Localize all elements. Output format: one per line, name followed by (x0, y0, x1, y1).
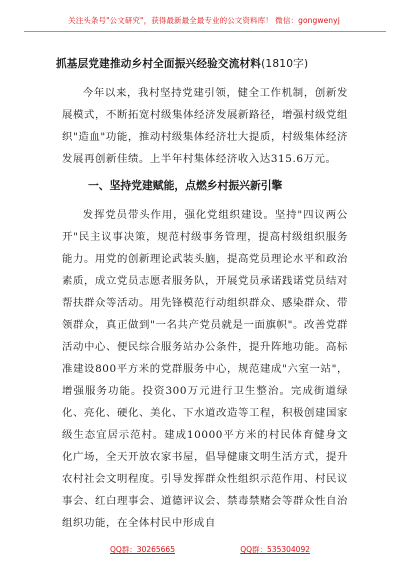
document-title-text: 抓基层党建推动乡村全面振兴经验交流材料 (56, 58, 262, 70)
section-body-paragraph: 发挥党员带头作用，强化党组织建设。坚持"四议两公开"民主议事决策，规范村级事务管理，提高村级组织服务能力。用党的创新理论武装头脑，提高党员理论水平和政治素质，成立党员志愿者服务队，开展党员承诺践诺党员结对帮扶群众等活动。用先锋模范行动组织群众、感染群众、带领群众，真正做到"一名共产党员就是一面旗帜"。改善党群活动中心、便民综合服务站办公条件，提升阵地功能。高标准建设800平方米的党群服务中心，规范建成"六室一站"，增强服务功能。投资300万元进行卫生整治。完成街道绿化、亮化、硬化、美化、下水道改造等工程，积极创建国家级生态宜居示范村。建成10000平方米的村民体育健身文化广场，全天开放农家书屋，倡导健康文明生活方式，提升农村社会文明程度。引导发挥群众性组织示范作用、村民议事会、红白理事会、道德评议会、禁毒禁赌会等群众性自治组织功能，在全体村民中形成自 (62, 209, 348, 529)
footer-qq-group-2[interactable]: QQ群：535304092 (240, 545, 310, 554)
footer-contacts (110, 544, 310, 555)
section-heading: 一、坚持党建赋能，点燃乡村振兴新引擎 (88, 179, 283, 192)
footer-qq-group-1[interactable]: QQ群：30265665 (110, 545, 175, 554)
header-banner: 关注头条号"公文研究"，获得最新最全最专业的公文资料库！ 微信：gongwenyj (68, 16, 340, 25)
header-divider (24, 31, 386, 32)
document-word-count: (1810字) (261, 58, 309, 70)
document-title (56, 56, 376, 71)
intro-paragraph: 今年以来，我村坚持党建引领，健全工作机制，创新发展模式，不断拓宽村级集体经济发展新路径，增强村级党组织"造血"功能，推动村级集体经济壮大提质，村级集体经济发展再创新佳绩。上半年村集体经济收入达315.6万元。 (62, 87, 348, 165)
